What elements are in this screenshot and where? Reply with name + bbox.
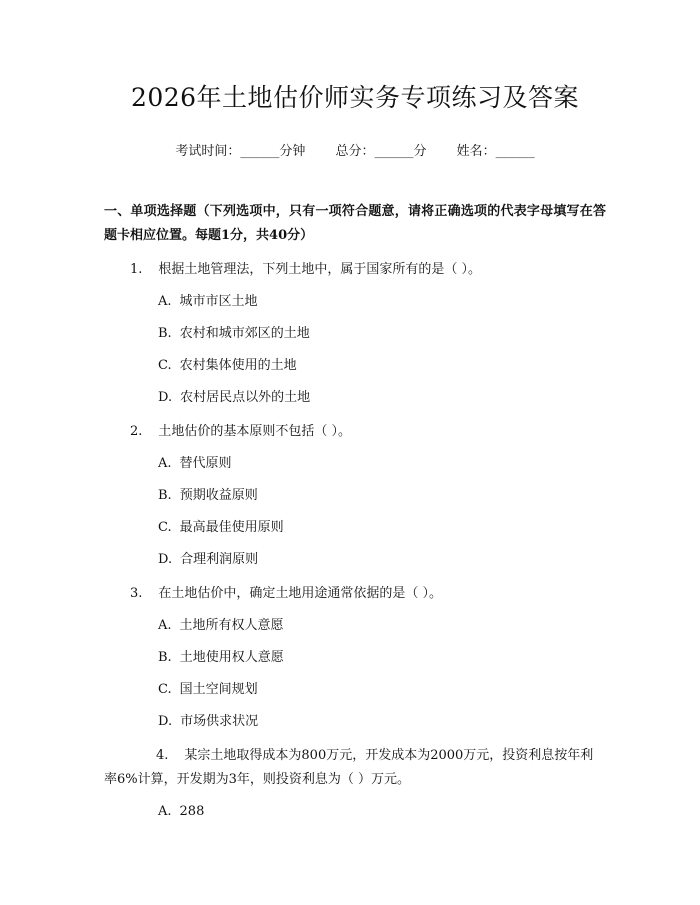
option-text: 合理利润原则 bbox=[180, 552, 259, 567]
option-text: 农村和城市郊区的土地 bbox=[179, 326, 310, 341]
option-text: 替代原则 bbox=[179, 456, 232, 471]
option-list bbox=[104, 800, 606, 824]
question-number: 1. bbox=[130, 262, 143, 277]
option-b bbox=[104, 322, 606, 346]
question-4 bbox=[104, 744, 606, 824]
option-b bbox=[104, 646, 606, 670]
option-text: 土地所有权人意愿 bbox=[179, 618, 284, 633]
question-2 bbox=[104, 420, 606, 572]
question-stem bbox=[104, 744, 606, 792]
option-letter: A. bbox=[158, 804, 172, 819]
option-text: 农村集体使用的土地 bbox=[179, 358, 297, 373]
exam-time-field: 考试时间：______分钟 bbox=[175, 144, 306, 159]
option-d bbox=[104, 386, 606, 410]
option-text: 农村居民点以外的土地 bbox=[180, 390, 311, 405]
option-text: 国土空间规划 bbox=[179, 682, 258, 697]
option-text: 市场供求状况 bbox=[180, 714, 259, 729]
option-text: 预期收益原则 bbox=[179, 488, 258, 503]
option-c bbox=[104, 516, 606, 540]
option-letter: A. bbox=[158, 294, 172, 309]
option-text: 最高最佳使用原则 bbox=[179, 520, 284, 535]
option-b bbox=[104, 484, 606, 508]
student-name-field: 姓名：______ bbox=[456, 144, 535, 159]
option-letter: C. bbox=[158, 682, 172, 697]
option-a bbox=[104, 290, 606, 314]
question-1 bbox=[104, 258, 606, 410]
option-d bbox=[104, 548, 606, 572]
option-letter: D. bbox=[158, 390, 173, 405]
question-3 bbox=[104, 582, 606, 734]
question-text: 在土地估价中，确定土地用途通常依据的是（ ）。 bbox=[158, 586, 443, 601]
option-list bbox=[104, 614, 606, 734]
option-letter: A. bbox=[158, 456, 172, 471]
page-title: 2026年土地估价师实务专项练习及答案 bbox=[130, 83, 580, 112]
option-text: 城市市区土地 bbox=[179, 294, 258, 309]
option-letter: B. bbox=[158, 488, 172, 503]
option-letter: D. bbox=[158, 552, 173, 567]
option-c bbox=[104, 678, 606, 702]
option-a bbox=[104, 614, 606, 638]
question-stem bbox=[104, 258, 606, 282]
option-a bbox=[104, 800, 606, 824]
question-number: 3. bbox=[130, 586, 143, 601]
question-stem bbox=[104, 582, 606, 606]
question-text: 根据土地管理法，下列土地中，属于国家所有的是（ ）。 bbox=[158, 262, 482, 277]
option-list bbox=[104, 290, 606, 410]
option-list bbox=[104, 452, 606, 572]
question-stem bbox=[104, 420, 606, 444]
question-text: 土地估价的基本原则不包括（ ）。 bbox=[158, 424, 352, 439]
option-a bbox=[104, 452, 606, 476]
option-text: 土地使用权人意愿 bbox=[179, 650, 284, 665]
option-letter: B. bbox=[158, 326, 172, 341]
exam-info-line bbox=[104, 142, 606, 162]
option-letter: D. bbox=[158, 714, 173, 729]
section-heading: 一、单项选择题（下列选项中，只有一项符合题意，请将正确选项的代表字母填写在答题卡相应位置。每题1分，共40分） bbox=[104, 204, 606, 243]
question-number: 2. bbox=[130, 424, 143, 439]
option-c bbox=[104, 354, 606, 378]
total-score-field: 总分：______分 bbox=[335, 144, 427, 159]
option-letter: C. bbox=[158, 520, 172, 535]
option-text: 288 bbox=[179, 804, 205, 819]
option-letter: A. bbox=[158, 618, 172, 633]
question-text: 某宗土地取得成本为800万元，开发成本为2000万元，投资利息按年利率6%计算，开发期为3年，则投资利息为（ ）万元。 bbox=[104, 748, 594, 787]
question-number: 4. bbox=[156, 748, 169, 763]
option-letter: B. bbox=[158, 650, 172, 665]
option-letter: C. bbox=[158, 358, 172, 373]
option-d bbox=[104, 710, 606, 734]
